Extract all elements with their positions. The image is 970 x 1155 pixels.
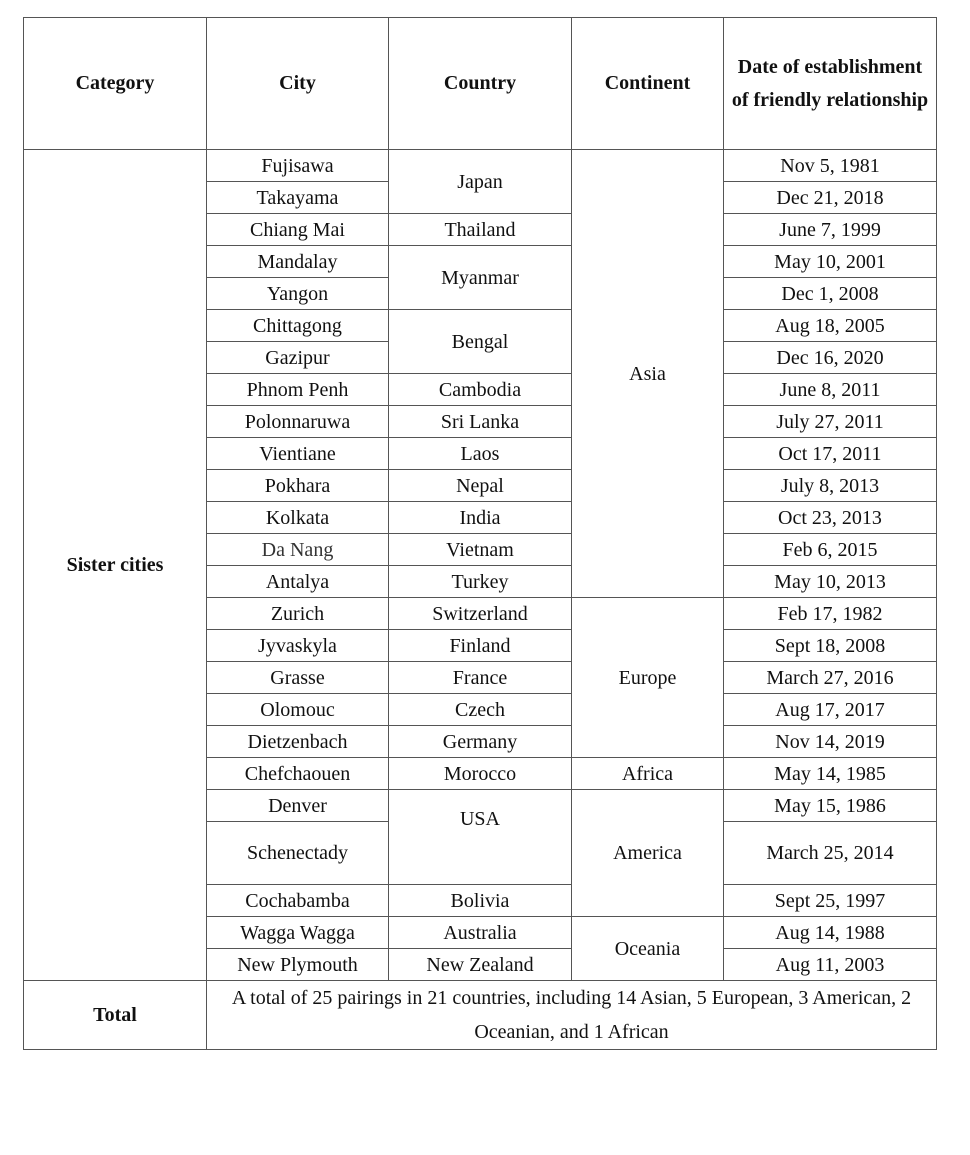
date-cell: Dec 21, 2018 [724, 182, 937, 214]
country-cell: Laos [389, 438, 572, 470]
date-cell: Dec 1, 2008 [724, 278, 937, 310]
country-cell: Sri Lanka [389, 406, 572, 438]
country-cell: Nepal [389, 470, 572, 502]
country-cell: India [389, 502, 572, 534]
city-cell: Schenectady [207, 822, 389, 885]
header-country: Country [389, 18, 572, 150]
continent-cell: America [572, 790, 724, 917]
date-cell: Aug 11, 2003 [724, 949, 937, 981]
city-cell: Zurich [207, 598, 389, 630]
date-cell: Sept 18, 2008 [724, 630, 937, 662]
sister-cities-table [23, 17, 937, 1050]
continent-cell: Europe [572, 598, 724, 758]
city-cell: Polonnaruwa [207, 406, 389, 438]
date-cell: Oct 23, 2013 [724, 502, 937, 534]
city-cell: Grasse [207, 662, 389, 694]
total-row [24, 981, 937, 1050]
date-cell: Aug 17, 2017 [724, 694, 937, 726]
date-cell: Aug 14, 1988 [724, 917, 937, 949]
date-cell: May 15, 1986 [724, 790, 937, 822]
date-cell: May 10, 2013 [724, 566, 937, 598]
city-cell: Kolkata [207, 502, 389, 534]
city-cell: Chittagong [207, 310, 389, 342]
total-label: Total [24, 981, 207, 1050]
country-cell: Turkey [389, 566, 572, 598]
date-cell: Nov 14, 2019 [724, 726, 937, 758]
city-cell: Denver [207, 790, 389, 822]
date-cell: Aug 18, 2005 [724, 310, 937, 342]
header-city: City [207, 18, 389, 150]
category-cell: Sister cities [24, 150, 207, 981]
city-cell: Da Nang [207, 534, 389, 566]
country-cell: Germany [389, 726, 572, 758]
date-cell: March 25, 2014 [724, 822, 937, 885]
city-cell: New Plymouth [207, 949, 389, 981]
continent-cell: Africa [572, 758, 724, 790]
country-cell: Finland [389, 630, 572, 662]
table-row [24, 150, 937, 182]
country-cell: Cambodia [389, 374, 572, 406]
date-cell: May 14, 1985 [724, 758, 937, 790]
city-cell: Gazipur [207, 342, 389, 374]
date-cell: Oct 17, 2011 [724, 438, 937, 470]
continent-cell: Asia [572, 150, 724, 598]
country-cell: Vietnam [389, 534, 572, 566]
city-cell: Yangon [207, 278, 389, 310]
country-cell: Bolivia [389, 885, 572, 917]
city-cell: Antalya [207, 566, 389, 598]
country-cell: Thailand [389, 214, 572, 246]
country-cell: USA [389, 790, 572, 885]
city-cell: Dietzenbach [207, 726, 389, 758]
city-cell: Fujisawa [207, 150, 389, 182]
country-cell: Myanmar [389, 246, 572, 310]
header-date: Date of establishment of friendly relationship [724, 18, 937, 150]
city-cell: Wagga Wagga [207, 917, 389, 949]
date-cell: June 8, 2011 [724, 374, 937, 406]
header-category: Category [24, 18, 207, 150]
date-cell: Feb 6, 2015 [724, 534, 937, 566]
country-cell: Morocco [389, 758, 572, 790]
city-cell: Vientiane [207, 438, 389, 470]
city-cell: Jyvaskyla [207, 630, 389, 662]
city-cell: Olomouc [207, 694, 389, 726]
date-cell: Feb 17, 1982 [724, 598, 937, 630]
city-cell: Chefchaouen [207, 758, 389, 790]
country-cell: Czech [389, 694, 572, 726]
country-cell: New Zealand [389, 949, 572, 981]
country-cell: France [389, 662, 572, 694]
header-continent: Continent [572, 18, 724, 150]
country-cell: Bengal [389, 310, 572, 374]
city-cell: Mandalay [207, 246, 389, 278]
header-row [24, 18, 937, 150]
date-cell: Nov 5, 1981 [724, 150, 937, 182]
date-cell: Sept 25, 1997 [724, 885, 937, 917]
country-cell: Switzerland [389, 598, 572, 630]
total-summary: A total of 25 pairings in 21 countries, including 14 Asian, 5 European, 3 American, 2 Oceanian, and 1 African [207, 981, 937, 1050]
date-cell: Dec 16, 2020 [724, 342, 937, 374]
city-cell: Phnom Penh [207, 374, 389, 406]
city-cell: Pokhara [207, 470, 389, 502]
date-cell: July 8, 2013 [724, 470, 937, 502]
city-cell: Takayama [207, 182, 389, 214]
date-cell: May 10, 2001 [724, 246, 937, 278]
country-cell: Japan [389, 150, 572, 214]
date-cell: July 27, 2011 [724, 406, 937, 438]
city-cell: Cochabamba [207, 885, 389, 917]
date-cell: March 27, 2016 [724, 662, 937, 694]
city-cell: Chiang Mai [207, 214, 389, 246]
continent-cell: Oceania [572, 917, 724, 981]
country-cell: Australia [389, 917, 572, 949]
date-cell: June 7, 1999 [724, 214, 937, 246]
